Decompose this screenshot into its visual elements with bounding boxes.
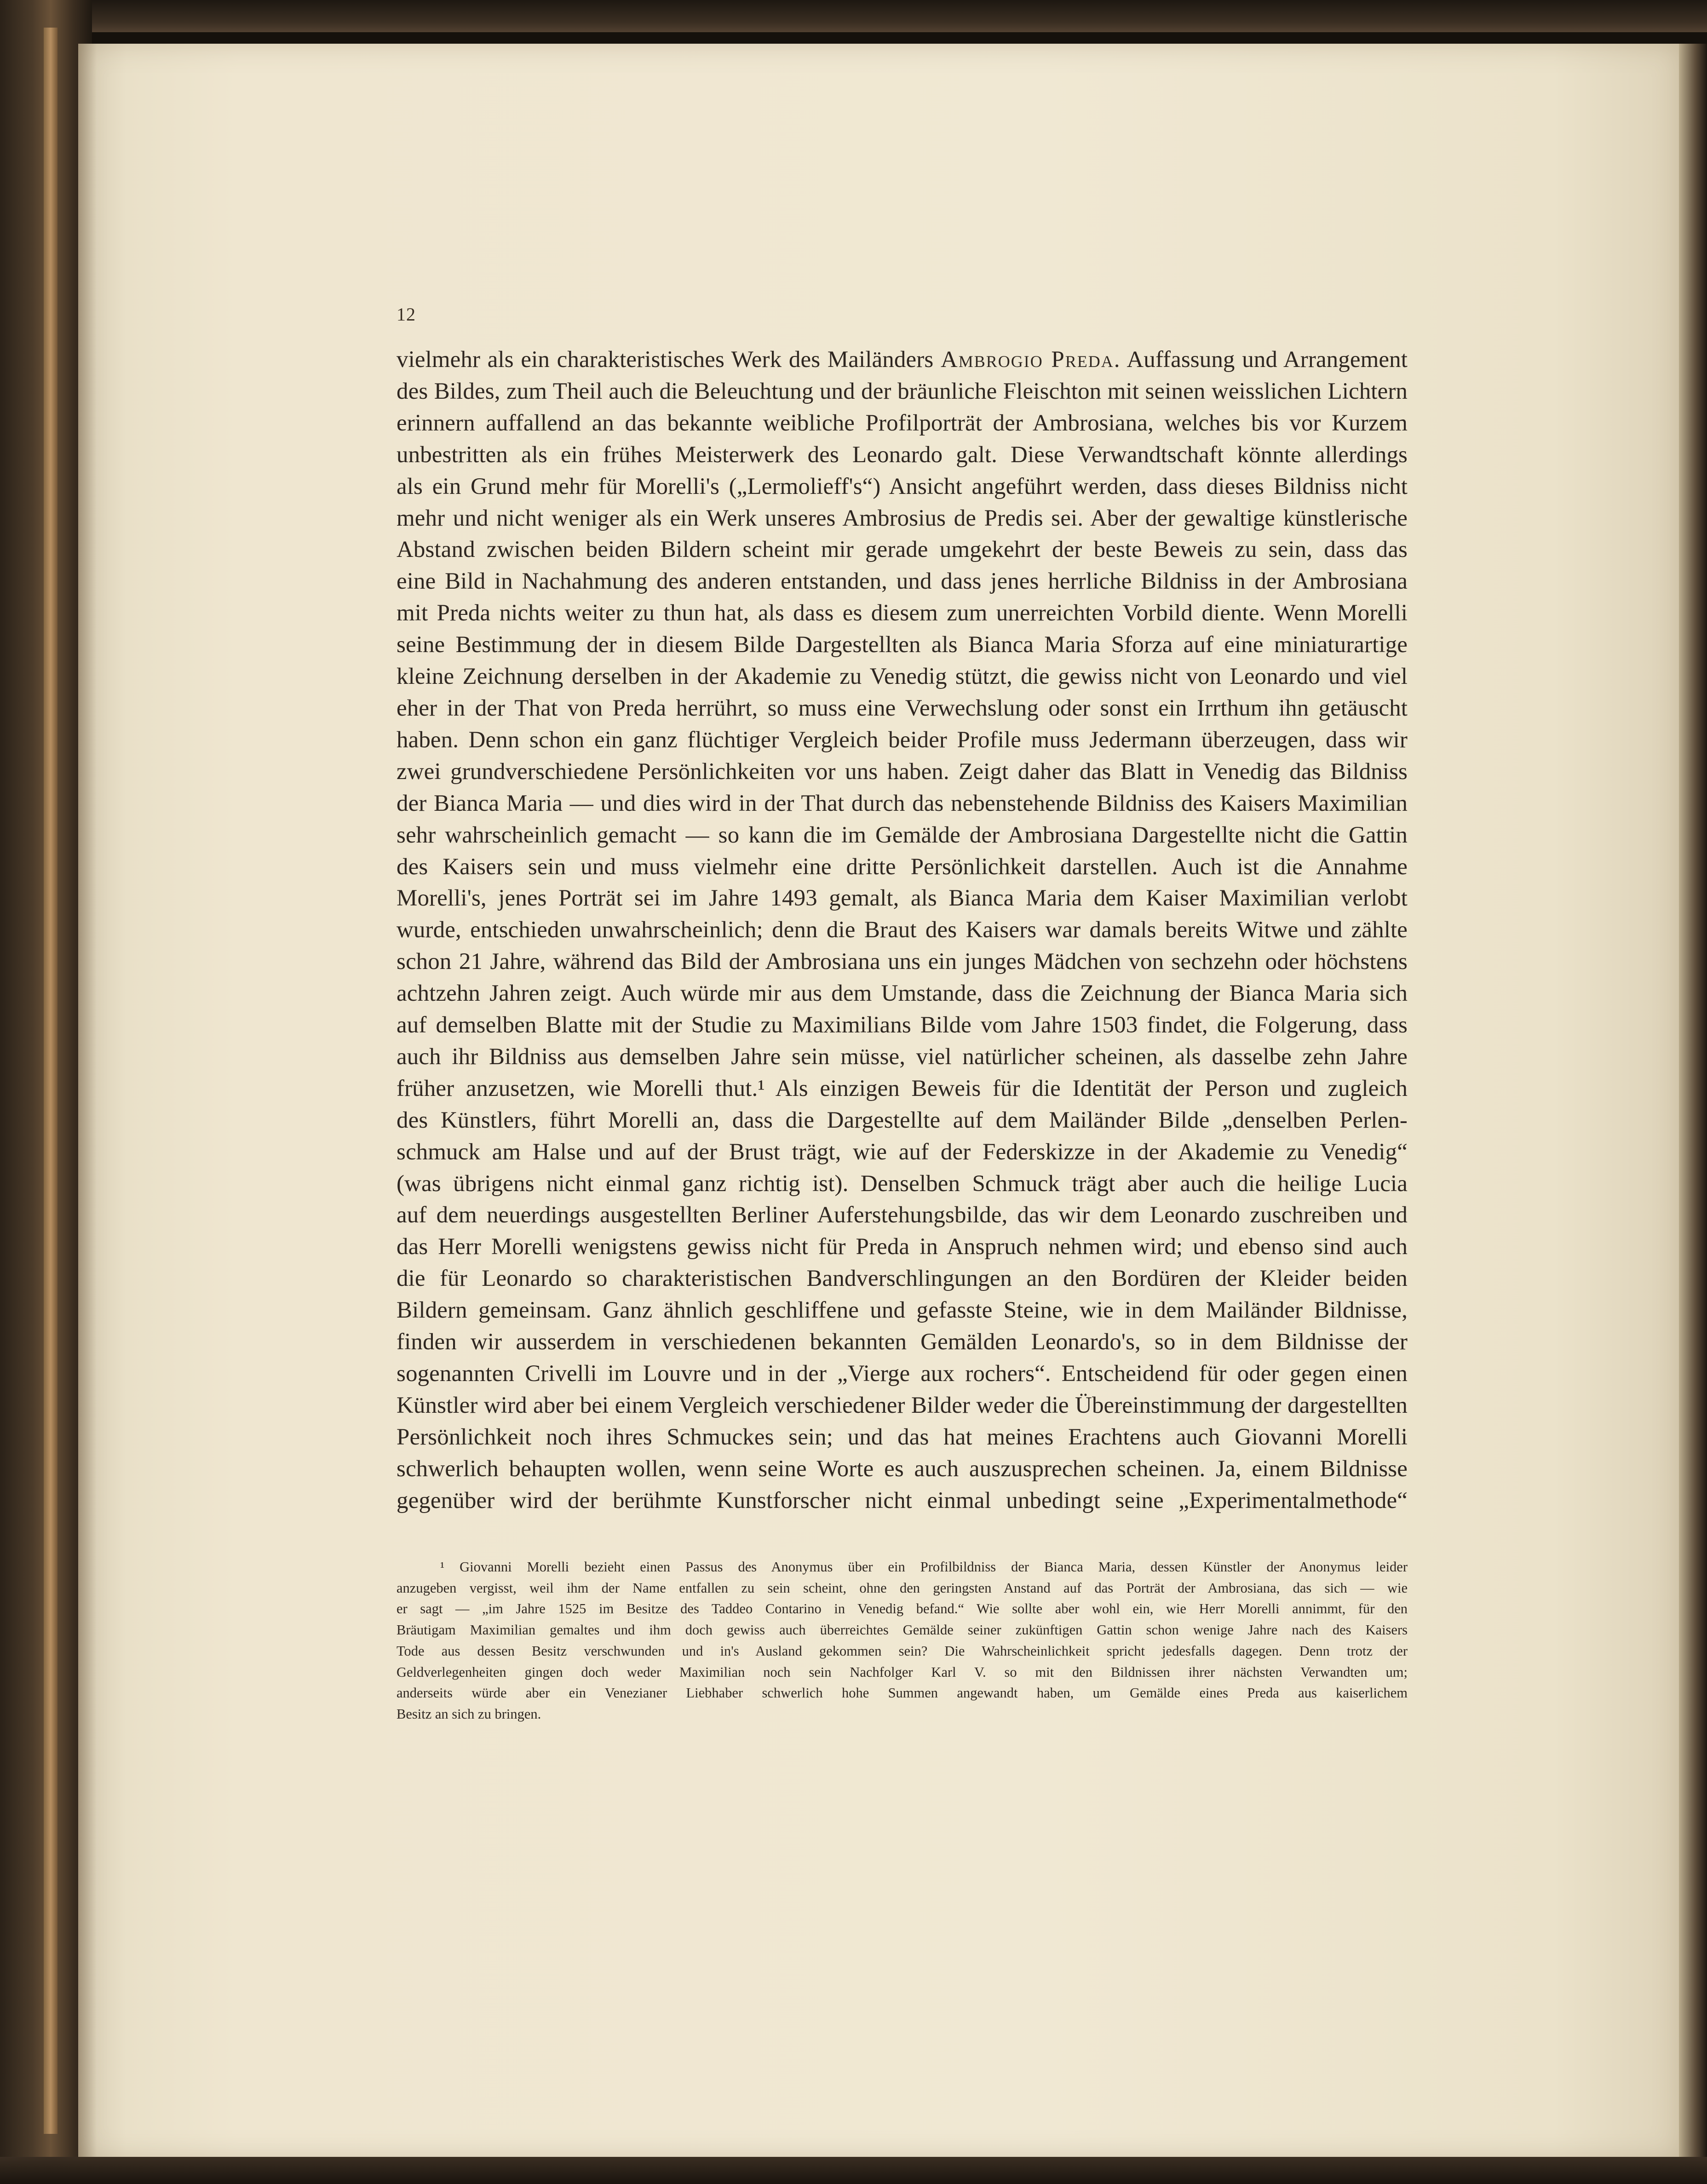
line-text: Auffassung und Arrangement <box>1127 347 1408 373</box>
text-line: Persönlichkeit noch ihres Schmuckes sein; und das hat meines Erachtens auch Giovanni Morelli <box>397 1424 1408 1450</box>
footnote-line: ¹ Giovanni Morelli bezieht einen Passus des Anonymus über ein Profilbildniss der Bianca Maria, dessen Künstler der Anonymus leider <box>440 1559 1408 1575</box>
page-gutter-shadow <box>78 44 97 2159</box>
text-line: kleine Zeichnung derselben in der Akademie zu Venedig stützt, die gewiss nicht von Leonardo und viel <box>397 664 1408 690</box>
text-line: finden wir ausserdem in verschiedenen bekannten Gemälden Leonardo's, so in dem Bildnisse der <box>397 1329 1408 1355</box>
text-line: früher anzusetzen, wie Morelli thut.¹ Als einzigen Beweis für die Identität der Person und zugleich <box>397 1075 1408 1101</box>
text-line: Morelli's, jenes Porträt sei im Jahre 1493 gemalt, als Bianca Maria dem Kaiser Maximilian verlobt <box>397 885 1408 911</box>
text-line: (was übrigens nicht einmal ganz richtig ist). Denselben Schmuck trägt aber auch die heilige Lucia <box>397 1170 1408 1197</box>
text-line: erinnern auffallend an das bekannte weibliche Profilporträt der Ambrosiana, welches bis vor Kurzem <box>397 410 1408 436</box>
text-line: eher in der That von Preda herrührt, so muss eine Verwechslung oder sonst ein Irrthum ihn getäuscht <box>397 695 1408 721</box>
text-line: des Künstlers, führt Morelli an, dass die Dargestellte auf dem Mailänder Bilde „denselben Perlen- <box>397 1107 1408 1133</box>
text-line: schwerlich behaupten wollen, wenn seine Worte es auch auszusprechen scheinen. Ja, einem Bildnisse <box>397 1456 1408 1482</box>
text-line: unbestritten als ein frühes Meisterwerk des Leonardo galt. Diese Verwandtschaft könnte allerdings <box>397 441 1408 468</box>
footnote-line: anderseits würde aber ein Venezianer Liebhaber schwerlich hohe Summen angewandt haben, um Gemälde eines Preda aus kaiserlichem <box>397 1685 1408 1701</box>
text-line: als ein Grund mehr für Morelli's („Lermolieff's“) Ansicht angeführt werden, dass dieses Bildniss nicht <box>397 473 1408 499</box>
text-line: gegenüber wird der berühmte Kunstforscher nicht einmal unbedingt seine „Experimentalmethode“ <box>397 1487 1408 1513</box>
page-number: 12 <box>397 304 416 325</box>
text-line: Abstand zwischen beiden Bildern scheint mir gerade umgekehrt der beste Beweis zu sein, dass das <box>397 537 1408 563</box>
footnote-line: Geldverlegenheiten gingen doch weder Maximilian noch sein Nachfolger Karl V. so mit den Bildnissen ihrer nächsten Verwandten um; <box>397 1664 1408 1680</box>
text-line: schmuck am Halse und auf der Brust trägt, wie auf der Federskizze in der Akademie zu Venedig“ <box>397 1139 1408 1165</box>
text-line: mit Preda nichts weiter zu thun hat, als dass es diesem zum unerreichten Vorbild diente. Wenn Morelli <box>397 600 1408 626</box>
text-line: das Herr Morelli wenigstens gewiss nicht für Preda in Anspruch nehmen wird; und ebenso sind auch <box>397 1234 1408 1260</box>
footnote-line: Bräutigam Maximilian gemaltes und ihm doch gewiss auch überreichtes Gemälde seiner zukünftigen Gattin schon wenige Jahre nach des Kaisers <box>397 1622 1408 1638</box>
page-right-edge <box>1679 44 1707 2159</box>
text-line: sogenannten Crivelli im Louvre und in der „Vierge aux rochers“. Entscheidend für oder gegen einen <box>397 1361 1408 1387</box>
artist-name-smallcaps: Ambrogio Preda. <box>940 347 1121 373</box>
text-line: auf dem neuerdings ausgestellten Berliner Auferstehungsbilde, das wir dem Leonardo zuschreiben und <box>397 1202 1408 1228</box>
footnote-line: anzugeben vergisst, weil ihm der Name entfallen zu sein scheint, ohne den geringsten Anstand auf das Porträt der Ambrosiana, das sich — wie <box>397 1580 1408 1596</box>
text-line: mehr und nicht weniger als ein Werk unseres Ambrosius de Predis sei. Aber der gewaltige künstlerische <box>397 505 1408 531</box>
text-line: zwei grundverschiedene Persönlichkeiten vor uns haben. Zeigt daher das Blatt in Venedig das Bildniss <box>397 758 1408 785</box>
footnote-line: Besitz an sich zu bringen. <box>397 1706 541 1722</box>
text-line <box>397 344 1408 376</box>
text-line: Künstler wird aber bei einem Vergleich verschiedener Bilder weder die Übereinstimmung der dargestellten <box>397 1392 1408 1418</box>
text-line: die für Leonardo so charakteristischen Bandverschlingungen an den Bordüren der Kleider beiden <box>397 1266 1408 1292</box>
text-line: seine Bestimmung der in diesem Bilde Dargestellten als Bianca Maria Sforza auf eine miniaturartige <box>397 632 1408 658</box>
text-line: eine Bild in Nachahmung des anderen entstanden, und dass jenes herrliche Bildniss in der Ambrosiana <box>397 568 1408 595</box>
text-line: sehr wahrscheinlich gemacht — so kann die im Gemälde der Ambrosiana Dargestellte nicht die Gattin <box>397 822 1408 848</box>
text-line: achtzehn Jahren zeigt. Auch würde mir aus dem Umstande, dass die Zeichnung der Bianca Maria sich <box>397 980 1408 1007</box>
text-line: der Bianca Maria — und dies wird in der That durch das nebenstehende Bildniss des Kaisers Maximilian <box>397 790 1408 816</box>
binding-leather-edge <box>44 28 57 2134</box>
text-line: Bildern gemeinsam. Ganz ähnlich geschliffene und gefasste Steine, wie in dem Mailänder Bildnisse, <box>397 1297 1408 1324</box>
text-line: des Bildes, zum Theil auch die Beleuchtung und der bräunliche Fleischton mit seinen weisslichen Lichtern <box>397 378 1408 404</box>
text-line: haben. Denn schon ein ganz flüchtiger Vergleich beider Profile muss Jedermann überzeugen, dass wir <box>397 727 1408 753</box>
text-line: wurde, entschieden unwahrscheinlich; denn die Braut des Kaisers war damals bereits Witwe und zählte <box>397 917 1408 943</box>
text-line: schon 21 Jahre, während das Bild der Ambrosiana uns ein junges Mädchen von sechzehn oder höchstens <box>397 949 1408 975</box>
main-text-block <box>397 344 1408 1517</box>
footnote-block <box>397 1557 1408 1725</box>
text-line: auch ihr Bildniss aus demselben Jahre sein müsse, viel natürlicher scheinen, als dasselbe zehn Jahre <box>397 1043 1408 1070</box>
text-line: des Kaisers sein und muss vielmehr eine dritte Persönlichkeit darstellen. Auch ist die Annahme <box>397 854 1408 880</box>
book-top-edge <box>0 0 1707 32</box>
text-line: auf demselben Blatte mit der Studie zu Maximilians Bilde vom Jahre 1503 findet, die Folgerung, dass <box>397 1012 1408 1038</box>
footnote-line: Tode aus dessen Besitz verschwunden und in's Ausland gekommen sein? Die Wahrscheinlichkeit spricht jedesfalls dagegen. Denn trotz der <box>397 1643 1408 1659</box>
book-bottom-edge <box>0 2157 1707 2184</box>
line-text: vielmehr als ein charakteristisches Werk des Mailänders <box>397 347 934 373</box>
footnote-line: er sagt — „im Jahre 1525 im Besitze des Taddeo Contarino in Venedig befand.“ Wie sollte aber wohl ein, wie Herr Morelli annimmt, für den <box>397 1601 1408 1617</box>
